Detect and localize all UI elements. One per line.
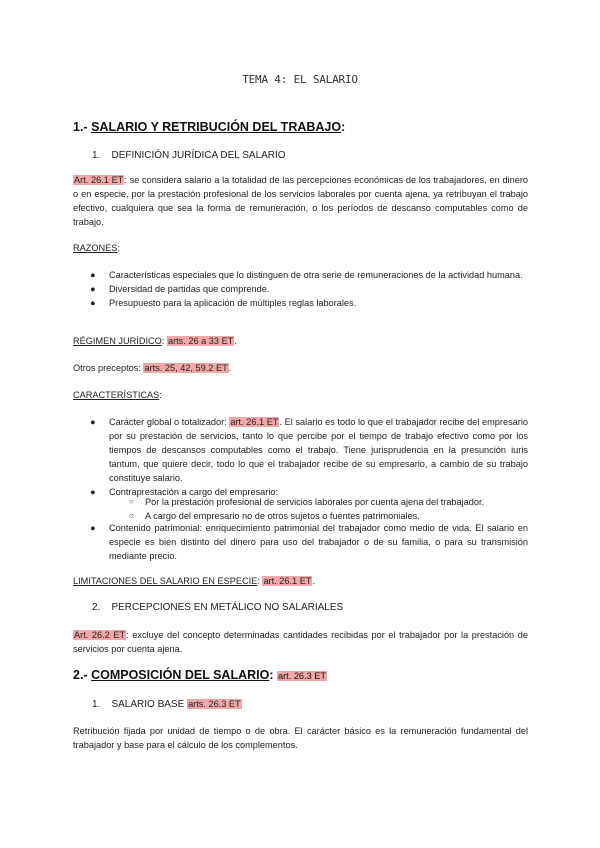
percepciones-paragraph — [73, 628, 528, 656]
caracteristicas-colon: : — [159, 390, 162, 400]
limitaciones-label: LIMITACIONES DEL SALARIO EN ESPECIE — [73, 576, 258, 586]
otros-end: . — [228, 363, 232, 373]
regimen-reference: arts. 26 a 33 ET — [167, 336, 234, 346]
definition-paragraph — [73, 173, 528, 229]
razones-label-text: RAZONES — [73, 243, 118, 253]
contraprestacion-sublist — [73, 495, 528, 523]
section-1-heading — [73, 120, 345, 134]
item-text: . El salario es todo lo que el trabajador recibe del empresario por su prestación de servicios, tanto lo que percibe por el tiempo de trabajo efectivo como por los tiempos de descansos computables como el trabajo. Tiene jurisprudencia en la presunción iuris tantum, que quiere decir, todo lo que el trabajador recibe de su empresario, a cambio de su trabajo constituye salario. — [109, 417, 528, 483]
salario-base-paragraph — [73, 724, 528, 752]
subsection-2-1-number: 1. — [92, 699, 101, 710]
list-item — [73, 495, 528, 509]
list-item-text: Características especiales que lo distinguen de otra serie de remuneraciones de la actividad humana. — [109, 270, 523, 280]
sub-item-text: A cargo del empresario no de otros sujetos o fuentes patrimoniales. — [145, 511, 420, 521]
subsection-1-2-number: 2. — [92, 602, 101, 613]
list-item-text: Presupuesto para la aplicación de múltiples reglas laborales. — [109, 298, 357, 308]
section-2-reference: art. 26.3 ET — [278, 671, 327, 681]
limitaciones-end: . — [312, 576, 316, 586]
item-text: Contenido patrimonial: enriquecimiento patrimonial del trabajador como medio de vida. El salario en especie es bien distinto del dinero para uso del trabajador o de su familia, o para su transmisión mediante precio. — [109, 523, 528, 561]
otros-reference: arts. 25, 42, 59.2 ET — [144, 363, 228, 373]
regimen-line — [73, 334, 237, 348]
list-item — [73, 268, 528, 282]
regimen-colon: : — [161, 336, 165, 346]
regimen-label: RÉGIMEN JURÍDICO — [73, 336, 162, 346]
definition-text: : se considera salario a la totalidad de las percepciones económicas de los trabajadores, en dinero o en especie, por la prestación profesional de los servicios laborales por cuenta ajena, ya retribuyan el trabajo efectivo, cualquiera que sea la forma de remuneración, o los períodos de descanso computables como de trabajo. — [73, 175, 528, 227]
salario-base-text: Retribución fijada por unidad de tiempo o de obra. El carácter básico es la remuneración fundamental del trabajador y base para el cálculo de los complementos. — [73, 726, 528, 750]
caracteristicas-label — [73, 388, 162, 402]
limitaciones-colon: : — [257, 576, 260, 586]
caracteristicas-list — [73, 415, 528, 499]
caracteristicas-label-text: CARACTERÍSTICAS — [73, 390, 160, 400]
definition-reference: Art. 26.1 ET — [74, 175, 124, 185]
bullet-icon: ● — [90, 523, 96, 533]
caracteristicas-list-continued — [73, 521, 528, 563]
list-item — [73, 282, 528, 296]
list-item — [73, 296, 528, 310]
item-reference: art. 26.1 ET — [230, 417, 279, 427]
otros-line — [73, 361, 231, 375]
section-2-heading — [73, 668, 327, 683]
subsection-1-2-title: PERCEPCIONES EN METÁLICO NO SALARIALES — [111, 602, 344, 613]
percepciones-text: : excluye del concepto determinadas cantidades recibidas por el trabajador por la prestación de servicios por cuenta ajena. — [73, 630, 528, 654]
limitaciones-line — [73, 574, 315, 588]
list-item — [73, 521, 528, 563]
percepciones-reference: Art. 26.2 ET — [74, 630, 126, 640]
bullet-icon: ● — [90, 298, 96, 308]
razones-list — [73, 268, 528, 310]
page-title: TEMA 4: EL SALARIO — [242, 73, 358, 86]
bullet-icon: ● — [90, 270, 96, 280]
section-1-number: 1.- — [73, 120, 88, 134]
section-1-title: SALARIO Y RETRIBUCIÓN DEL TRABAJO — [91, 120, 342, 134]
bullet-icon: ● — [90, 284, 96, 294]
list-item — [73, 415, 528, 485]
subsection-2-1-reference: arts. 26.3 ET — [188, 699, 241, 709]
section-2-number: 2.- — [73, 668, 88, 682]
sub-bullet-icon: ○ — [129, 511, 134, 520]
section-2-title: COMPOSICIÓN DEL SALARIO — [91, 668, 270, 682]
razones-colon: : — [117, 243, 120, 253]
otros-label: Otros preceptos: — [73, 363, 144, 373]
bullet-icon: ● — [90, 487, 96, 497]
item-prefix: Carácter global o totalizador: — [109, 417, 230, 427]
sub-item-text: Por la prestación profesional de servicios laborales por cuenta ajena del trabajador. — [145, 497, 485, 507]
bullet-icon: ● — [90, 417, 96, 427]
subsection-1-2-heading — [92, 601, 343, 615]
subsection-2-1-heading — [92, 697, 242, 712]
razones-label — [73, 241, 120, 255]
section-1-colon: : — [341, 120, 346, 134]
subsection-1-1-number: 1. — [92, 150, 101, 161]
subsection-1-1-title: DEFINICIÓN JURÍDICA DEL SALARIO — [111, 150, 286, 161]
sub-bullet-icon: ○ — [129, 497, 134, 506]
section-2-colon: : — [269, 668, 274, 682]
limitaciones-reference: art. 26.1 ET — [263, 576, 312, 586]
item-text: Contraprestación a cargo del empresario: — [109, 487, 279, 497]
subsection-2-1-title: SALARIO BASE — [111, 699, 185, 710]
list-item-text: Diversidad de partidas que comprende. — [109, 284, 270, 294]
regimen-end: . — [234, 336, 237, 346]
subsection-1-1-heading — [92, 149, 286, 163]
